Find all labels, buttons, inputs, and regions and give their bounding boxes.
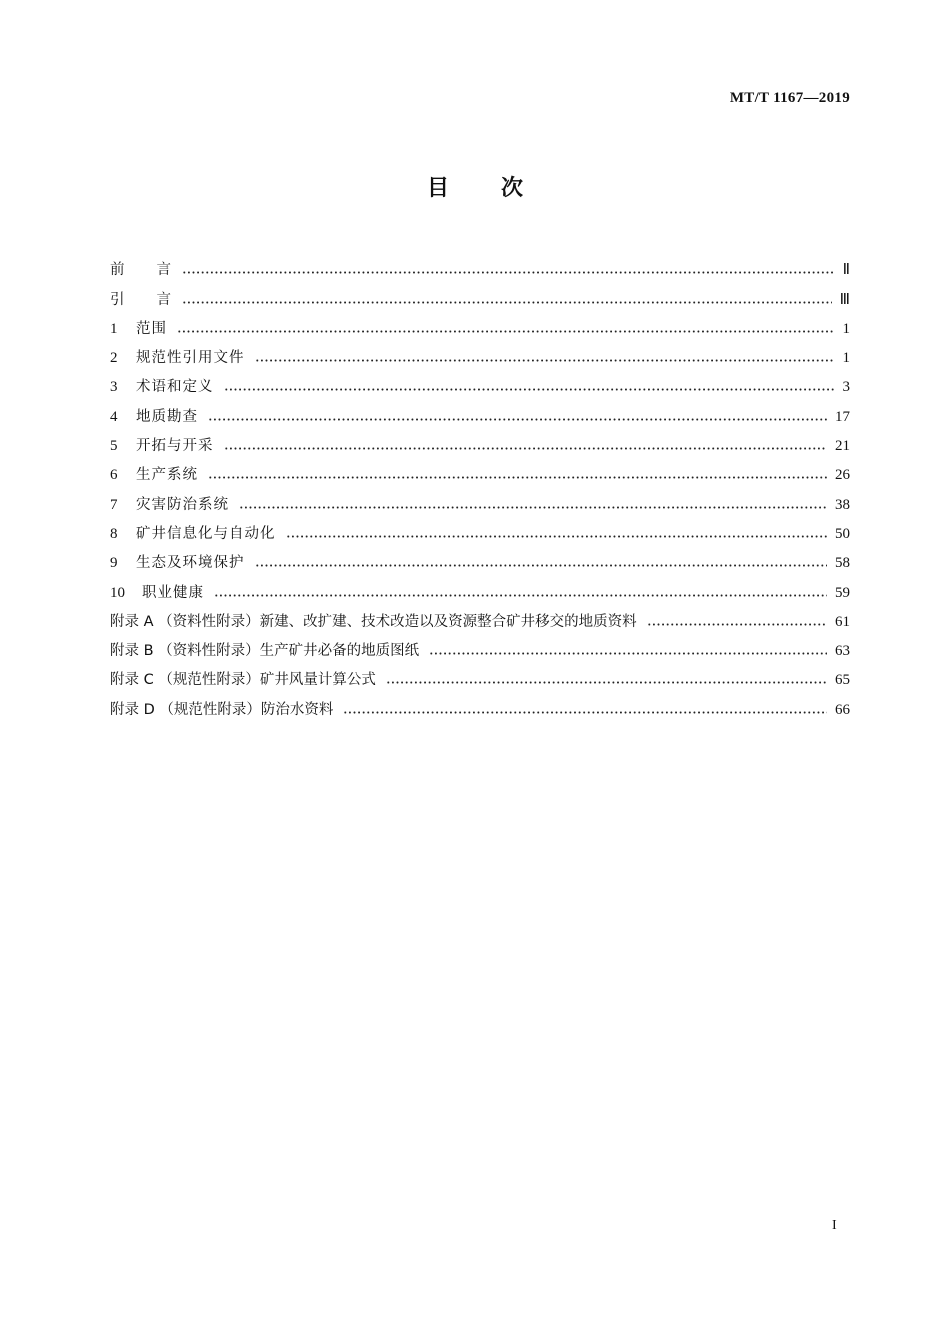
toc-entry[interactable] [110, 572, 850, 601]
toc-entry-number: 8 [110, 525, 118, 542]
toc-entry-label: 开拓与开采 [136, 438, 214, 455]
toc-entry-page: 50 [835, 525, 850, 542]
toc-entry-page: 61 [835, 613, 850, 630]
toc-entry-label: 前 言 [110, 262, 172, 279]
dot-leader [386, 681, 827, 684]
toc-entry-page: 3 [842, 379, 850, 396]
toc-entry-number: 1 [110, 320, 118, 337]
toc-entry-label: 引 言 [110, 291, 172, 308]
toc-entry[interactable] [110, 250, 850, 279]
dot-leader [182, 301, 832, 304]
toc-entry-label: 职业健康 [142, 584, 204, 601]
toc-entry-page: 26 [835, 467, 850, 484]
page-title [0, 171, 950, 202]
toc-entry-page: 38 [835, 496, 850, 513]
dot-leader [214, 594, 827, 597]
toc-entry-label: 附录 C （规范性附录）矿井风量计算公式 [110, 672, 376, 689]
toc-entry[interactable] [110, 660, 850, 689]
toc-entry-page: 21 [835, 438, 850, 455]
toc-entry-label: 附录 D （规范性附录）防治水资料 [110, 701, 334, 718]
toc-entry-label: 灾害防治系统 [136, 496, 229, 513]
toc-entry-label: 术语和定义 [136, 379, 214, 396]
toc-entry-label: 生产系统 [136, 467, 198, 484]
toc-entry[interactable] [110, 426, 850, 455]
toc-entry-label: 地质勘查 [136, 408, 198, 425]
toc-entry-label: 矿井信息化与自动化 [136, 525, 276, 542]
title-part-1: 目 [426, 176, 449, 201]
toc-entry[interactable] [110, 396, 850, 425]
toc-entry-label: 附录 B （资料性附录）生产矿井必备的地质图纸 [110, 643, 420, 660]
dot-leader [239, 506, 827, 509]
toc-entry-number: 3 [110, 379, 118, 396]
dot-leader [429, 652, 827, 655]
dot-leader [224, 447, 828, 450]
toc-entry[interactable] [110, 631, 850, 660]
toc-entry-page: 59 [835, 584, 850, 601]
toc-entry-number: 7 [110, 496, 118, 513]
toc-entry-label: 范围 [136, 320, 167, 337]
title-part-2: 次 [501, 176, 524, 201]
toc-entry[interactable] [110, 338, 850, 367]
toc-entry[interactable] [110, 367, 850, 396]
toc-entry-page: Ⅲ [839, 291, 850, 308]
toc-entry-page: 66 [835, 701, 850, 718]
toc-entry-number: 5 [110, 438, 118, 455]
toc-entry-label: 附录 A （资料性附录）新建、改扩建、技术改造以及资源整合矿井移交的地质资料 [110, 613, 637, 630]
toc-entry-page: 63 [835, 643, 850, 660]
toc-entry-page: 17 [835, 408, 850, 425]
dot-leader [343, 711, 827, 714]
dot-leader [255, 359, 835, 362]
toc-entry[interactable] [110, 279, 850, 308]
standard-number: MT/T 1167—2019 [729, 90, 850, 106]
toc-entry-page: 58 [835, 555, 850, 572]
toc-entry[interactable] [110, 455, 850, 484]
page-number: I [832, 1218, 837, 1233]
toc-entry-page: 65 [835, 672, 850, 689]
toc-entry-number: 4 [110, 408, 118, 425]
toc-entry[interactable] [110, 602, 850, 631]
toc-entry-label: 生态及环境保护 [136, 555, 245, 572]
toc-entry-label: 规范性引用文件 [136, 350, 245, 367]
toc-entry[interactable] [110, 484, 850, 513]
dot-leader [177, 330, 835, 333]
dot-leader [182, 271, 835, 274]
toc-entry-page: 1 [842, 320, 850, 337]
dot-leader [647, 623, 827, 626]
toc-entry[interactable] [110, 689, 850, 718]
table-of-contents [110, 250, 850, 719]
toc-entry[interactable] [110, 514, 850, 543]
toc-entry-page: Ⅱ [842, 262, 850, 279]
toc-entry[interactable] [110, 309, 850, 338]
dot-leader [224, 388, 835, 391]
toc-entry-number: 9 [110, 555, 118, 572]
toc-entry-number: 6 [110, 467, 118, 484]
toc-entry-number: 10 [110, 584, 125, 601]
dot-leader [286, 535, 828, 538]
toc-entry-number: 2 [110, 350, 118, 367]
dot-leader [208, 418, 827, 421]
dot-leader [255, 564, 828, 567]
toc-entry[interactable] [110, 543, 850, 572]
toc-entry-page: 1 [842, 350, 850, 367]
dot-leader [208, 476, 827, 479]
